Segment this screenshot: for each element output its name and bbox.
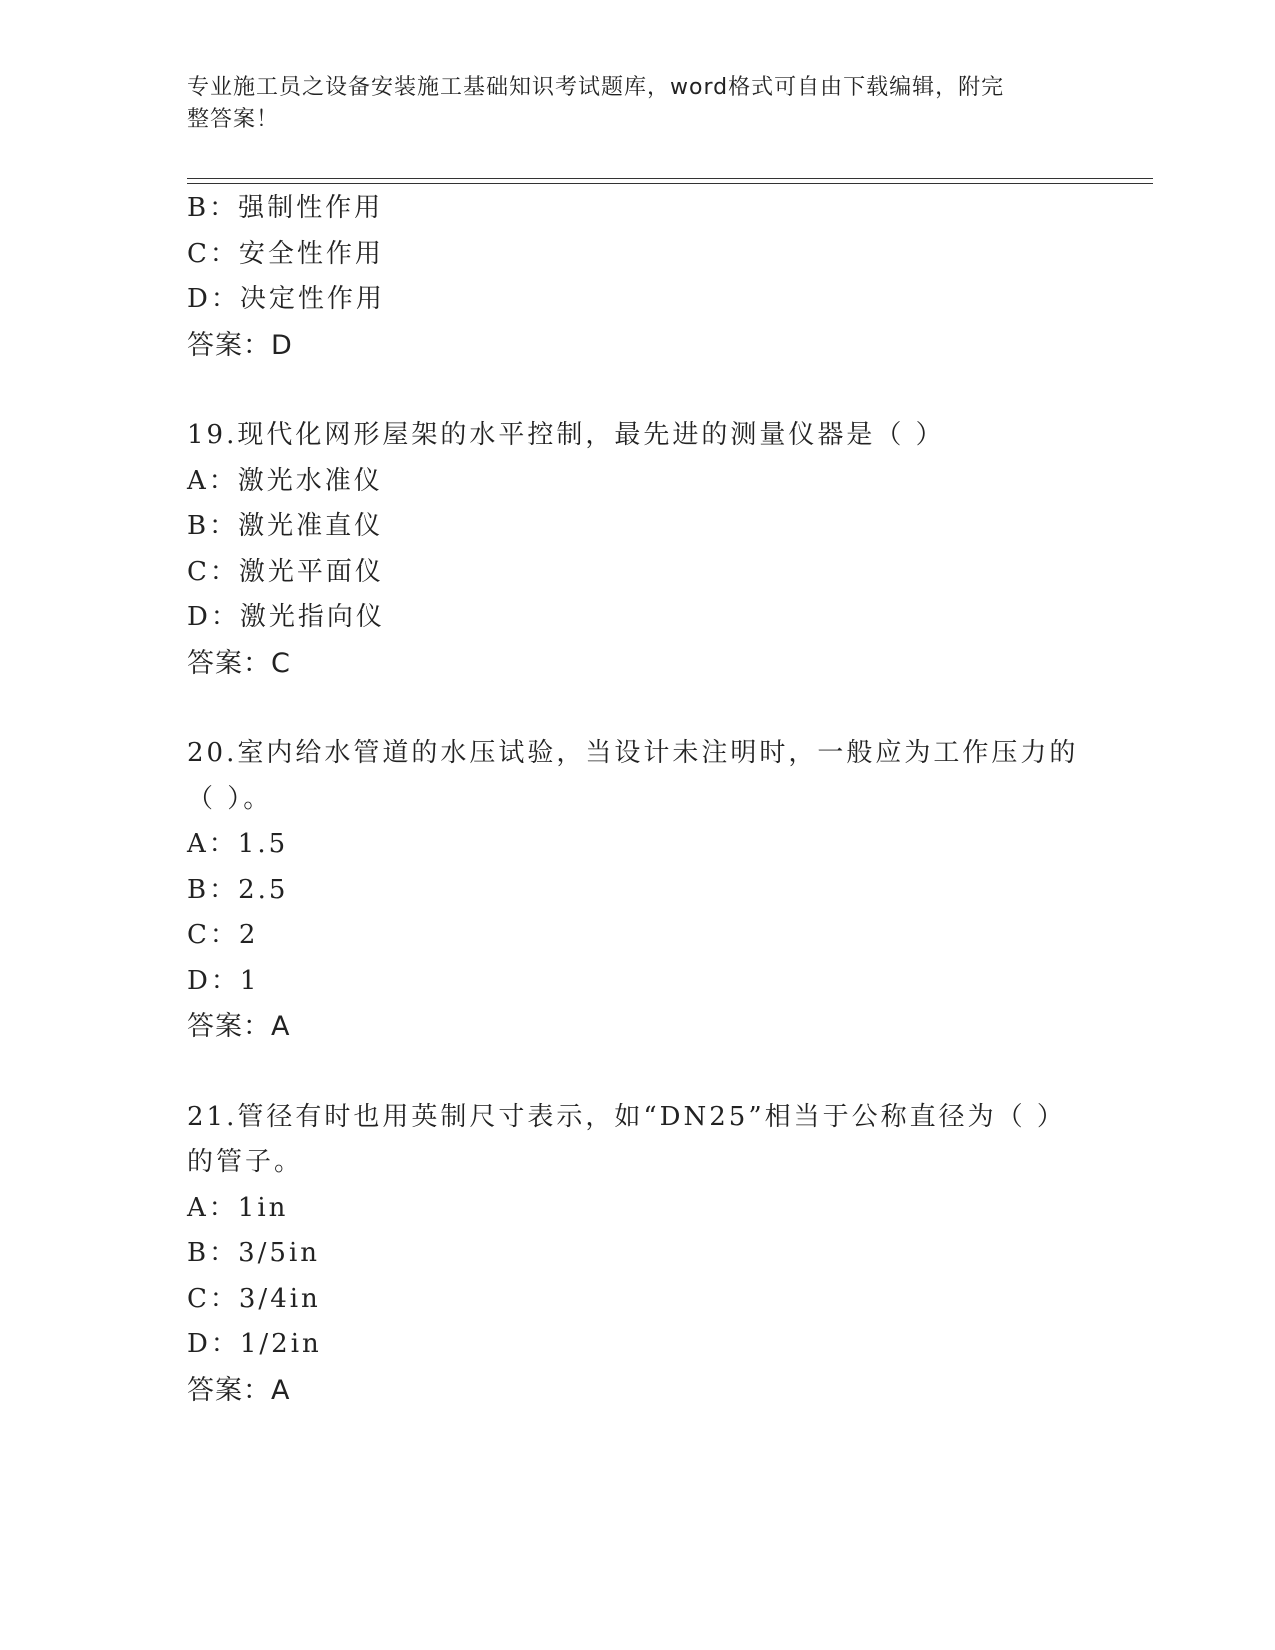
option-d: D：1/2in: [187, 1329, 322, 1359]
spacer: [187, 368, 1127, 413]
option-a: A：1.5: [187, 829, 289, 859]
answer-line: 答案：A: [187, 1374, 291, 1406]
answer-line: 答案：D: [187, 329, 293, 361]
option-b: B：2.5: [187, 874, 289, 905]
header-divider-bottom: [187, 183, 1153, 184]
document-body: [187, 186, 1127, 1413]
answer-line: 答案：A: [187, 1011, 291, 1042]
option-c: C：3/4in: [187, 1283, 321, 1314]
spacer: [187, 1050, 1127, 1095]
option-a: A：1in: [187, 1192, 289, 1223]
option-c: C：激光平面仪: [187, 556, 384, 587]
question-20: [187, 731, 1127, 1050]
document-header: [187, 72, 1087, 136]
spacer: [187, 686, 1127, 731]
option-c: C：2: [187, 920, 259, 950]
question-stem-continued: 的管子。: [187, 1147, 304, 1177]
option-a: A：激光水准仪: [187, 465, 383, 496]
header-divider-top: [187, 178, 1153, 179]
question-stem: 19.现代化网形屋架的水平控制，最先进的测量仪器是（ ）: [187, 420, 945, 450]
header-line-1: 专业施工员之设备安装施工基础知识考试题库，word格式可自由下载编辑，附完: [187, 75, 1005, 100]
option-b: B：3/5in: [187, 1238, 321, 1268]
question-19: [187, 413, 1127, 686]
option-b: B：强制性作用: [187, 193, 384, 223]
option-c: C：安全性作用: [187, 238, 384, 269]
option-d: D：1: [187, 965, 260, 996]
option-b: B：激光准直仪: [187, 511, 384, 541]
question-21: [187, 1095, 1127, 1414]
header-line-2: 整答案！: [187, 107, 280, 132]
question-18-continued: [187, 186, 1127, 368]
question-stem: 21.管径有时也用英制尺寸表示，如“DN25”相当于公称直径为（ ）: [187, 1101, 1066, 1132]
option-d: D：激光指向仪: [187, 602, 385, 632]
question-stem: 20.室内给水管道的水压试验，当设计未注明时，一般应为工作压力的: [187, 738, 1079, 768]
option-d: D：决定性作用: [187, 284, 385, 314]
answer-line: 答案：C: [187, 647, 291, 679]
question-stem-continued: （ ）。: [187, 783, 273, 814]
